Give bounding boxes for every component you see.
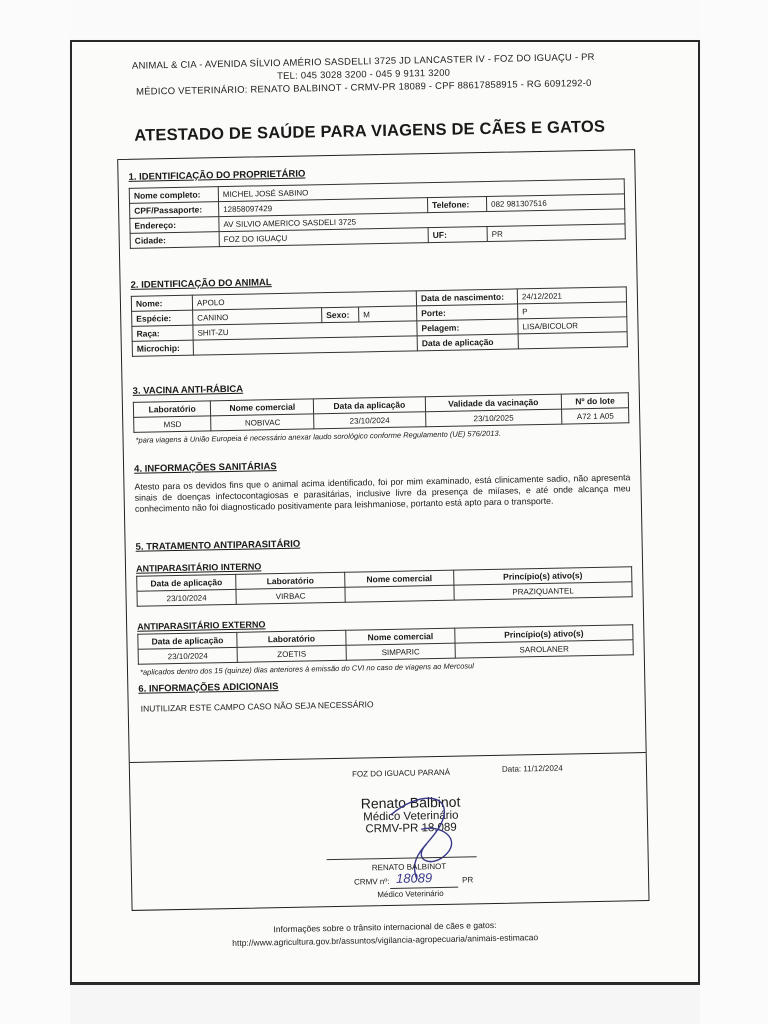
animal-breed-label: Raça: (132, 325, 193, 341)
animal-table (131, 286, 628, 357)
signature-crmv-label: CRMV nº: (354, 876, 390, 887)
animal-birth-label: Data de nascimento: (416, 289, 517, 306)
internal-header-lab: Laboratório (236, 572, 345, 589)
signature-crmv-uf: PR (461, 875, 474, 885)
external-lab: ZOETIS (237, 645, 346, 662)
animal-name-label: Nome: (131, 295, 192, 311)
header-address: ANIMAL & CIA - AVENIDA SÍLVIO AMÉRIO SASDELLI 3725 JD LANCASTER IV - FOZ DO IGUAÇU - PR (131, 51, 595, 72)
rabies-name: NOBIVAC (211, 414, 314, 431)
section-rabies-title: 3. VACINA ANTI-RÁBICA (132, 383, 244, 397)
external-date: 23/10/2024 (138, 647, 237, 664)
rabies-lab: MSD (134, 416, 212, 432)
health-text: Atesto para os devidos fins que o animal acima identificado, foi por mim examinado, está clinicamente sadio, não apresenta sinais de doenças infectocontagiosas e parasitárias, inclusive livre da presença de miíases, e até onde alcança meu conhecimento não foi diagnosticado positivamente para leishmaniose, portanto está apto para o transporte. (134, 472, 631, 514)
signature-place: FOZ DO IGUACU PARANÁ (351, 767, 451, 779)
rabies-header-lot: Nº do lote (561, 393, 628, 409)
footer-link[interactable]: http://www.agricultura.gov.br/assuntos/vigilancia-agropecuaria/animais-estimacao (232, 932, 539, 949)
owner-cpf-value: 12858097429 (219, 198, 428, 217)
internal-name (345, 585, 454, 602)
external-header-date: Data de aplicação (138, 632, 237, 649)
internal-header-active: Princípio(s) ativo(s) (454, 567, 632, 585)
external-active: SAROLANER (455, 640, 633, 658)
external-header-active: Princípio(s) ativo(s) (455, 625, 633, 643)
stamp-crmv: CRMV-PR 18.089 (365, 821, 457, 836)
animal-size-label: Porte: (417, 304, 518, 321)
rabies-header-lab: Laboratório (133, 401, 211, 417)
animal-sex-label: Sexo: (322, 307, 359, 323)
section-additional-title: 6. INFORMAÇÕES ADICIONAIS (138, 681, 279, 695)
animal-species-value: CANINO (193, 308, 322, 325)
rabies-header-name: Nome comercial (211, 399, 314, 416)
signature-divider (130, 752, 646, 763)
owner-city-label: Cidade: (130, 232, 219, 249)
signature-printed-name: RENATO BALBINOT (371, 861, 447, 873)
owner-phone-value: 082 981307516 (486, 194, 624, 212)
internal-date: 23/10/2024 (137, 589, 236, 606)
document-sheet (72, 42, 698, 982)
additional-text: INUTILIZAR ESTE CAMPO CASO NÃO SEJA NECESSÁRIO (140, 699, 374, 714)
owner-name-value: MICHEL JOSÉ SABINO (218, 179, 624, 202)
background-left (0, 0, 70, 1024)
owner-uf-label: UF: (428, 226, 487, 242)
owner-address-value: AV SILVIO AMERICO SASDELI 3725 (219, 209, 625, 232)
owner-cpf-label: CPF/Passaporte: (130, 202, 219, 219)
external-header-name: Nome comercial (346, 628, 455, 645)
stamp-title: Médico Veterinário (363, 809, 459, 824)
internal-header-name: Nome comercial (345, 570, 454, 587)
animal-coat-label: Pelagem: (417, 319, 518, 336)
animal-chip-value (193, 336, 417, 355)
rabies-validity: 23/10/2025 (425, 409, 562, 427)
owner-name-label: Nome completo: (129, 187, 218, 204)
internal-header-date: Data de aplicação (137, 574, 236, 591)
internal-active: PRAZIQUANTEL (454, 582, 632, 600)
animal-appdate-label: Data de aplicação (417, 334, 518, 351)
stamp-name: Renato Balbinot (360, 793, 461, 812)
signature-role: Médico Veterinário (377, 888, 444, 900)
header-vet: MÉDICO VETERINÁRIO: RENATO BALBINOT - CRMV-PR 18089 - CPF 88617858915 - RG 6091292-0 (136, 77, 592, 98)
owner-uf-value: PR (487, 224, 625, 242)
external-antiparasitic-title: ANTIPARASITÁRIO EXTERNO (137, 619, 266, 632)
animal-name-value: APOLO (192, 291, 416, 310)
owner-phone-label: Telefone: (427, 196, 486, 212)
section-antiparasitic-title: 5. TRATAMENTO ANTIPARASITÁRIO (135, 538, 301, 553)
animal-birth-value: 24/12/2021 (517, 287, 626, 304)
section-owner-title: 1. IDENTIFICAÇÃO DO PROPRIETÁRIO (128, 168, 306, 183)
internal-lab: VIRBAC (236, 587, 345, 604)
background-top (0, 0, 768, 40)
rabies-lot: A72 1 A05 (562, 408, 629, 424)
document-title: ATESTADO DE SAÚDE PARA VIAGENS DE CÃES E GATOS (134, 117, 606, 145)
document-page (72, 42, 698, 982)
animal-chip-label: Microchip: (132, 340, 193, 356)
owner-table (129, 178, 626, 249)
header-phone: TEL: 045 3028 3200 - 045 9 9131 3200 (276, 67, 451, 82)
owner-address-label: Endereço: (130, 217, 219, 234)
signature-date: Data: 11/12/2024 (501, 763, 563, 774)
owner-city-value: FOZ DO IGUAÇU (219, 228, 428, 247)
animal-sex-value: M (359, 306, 417, 322)
internal-antiparasitic-title: ANTIPARASITÁRIO INTERNO (135, 561, 262, 574)
animal-species-label: Espécie: (132, 310, 193, 326)
animal-size-value: P (518, 302, 627, 319)
form-frame (117, 149, 649, 911)
rabies-date: 23/10/2024 (314, 412, 426, 429)
signature-crmv-handwritten: 18089 (395, 870, 433, 886)
external-name: SIMPARIC (346, 643, 455, 660)
rabies-header-validity: Validade da vacinação (425, 394, 562, 412)
external-header-lab: Laboratório (237, 630, 346, 647)
animal-coat-value: LISA/BICOLOR (518, 317, 627, 334)
footer-text: Informações sobre o trânsito internacional de cães e gatos: (273, 919, 497, 935)
section-animal-title: 2. IDENTIFICAÇÃO DO ANIMAL (130, 277, 272, 291)
rabies-note: *para viagens à União Europeia é necessário anexar laudo sorológico conforme Regulamento (UE) 576/2013. (135, 428, 501, 445)
antiparasitic-note: *aplicados dentro dos 15 (quinze) dias anteriores à emissão do CVI no caso de viagens ao Mercosul (139, 661, 475, 677)
rabies-header-date: Data da aplicação (314, 397, 426, 414)
animal-appdate-value (518, 332, 627, 349)
rabies-table (133, 392, 630, 433)
background-bottom (0, 985, 768, 1024)
background-right (700, 0, 768, 1024)
section-health-title: 4. INFORMAÇÕES SANITÁRIAS (134, 461, 277, 475)
animal-breed-value: SHIT-ZU (193, 321, 417, 340)
